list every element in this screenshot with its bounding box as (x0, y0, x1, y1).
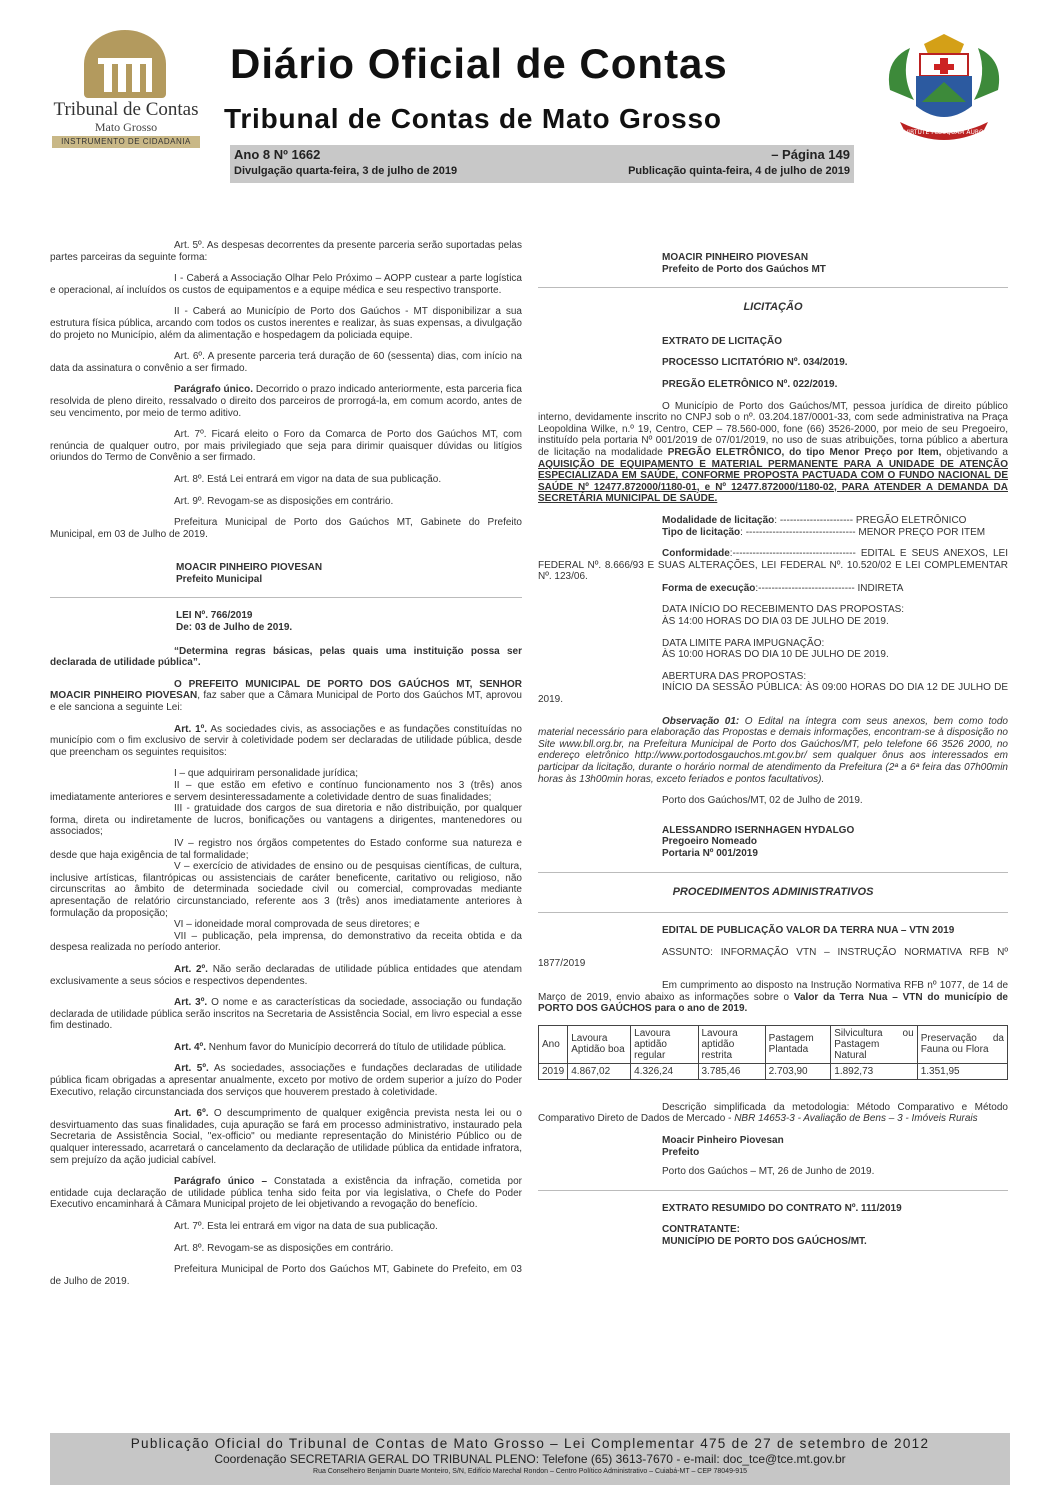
contratante: CONTRATANTE: MUNICÍPIO DE PORTO DOS GAÚCHOS/MT. (662, 1224, 867, 1247)
paragraph: Parágrafo único – Constatada a existência da infração, cometida por entidade cuja declaração de utilidade pública tenha sido feita por via legislativa, o Chefe do Poder Executivo encaminhará à Câmara Municipal projeto de lei objetivando a revogação do benefício. (50, 1176, 522, 1211)
signature: ALESSANDRO ISERNHAGEN HYDALGO Pregoeiro Nomeado Portaria Nº 001/2019 (662, 824, 855, 859)
heading: PREGÃO ELETRÔNICO Nº. 022/2019. (662, 378, 838, 390)
list-item: VI – idoneidade moral comprovada de seus diretores; e (174, 919, 420, 931)
page-subtitle: Tribunal de Contas de Mato Grosso (224, 103, 722, 134)
paragraph: Art. 8º. Está Lei entrará em vigor na data de sua publicação. (174, 473, 442, 485)
date-block: DATA INÍCIO DO RECEBIMENTO DAS PROPOSTAS: ÀS 14:00 HORAS DO DIA 03 DE JULHO DE 2019. (662, 604, 905, 628)
ementa: “Determina regras básicas, pelas quais uma instituição possa ser declarada de utilidade pública”. (50, 645, 522, 669)
section-heading: LICITAÇÃO (743, 301, 803, 314)
paragraph: Art. 9º. Revogam-se as disposições em contrário. (174, 495, 394, 507)
paragraph: Em cumprimento ao disposto na Instrução Normativa RFB nº 1077, de 14 de Março de 2019, envio abaixo as informações sobre o Valor da Terra Nua – VTN do município de PORTO DOS GAÚCHOS para o ano de 2019. (538, 979, 1008, 1015)
logo-subtitle: Mato Grosso (94, 120, 158, 134)
paragraph: I - Caberá a Associação Olhar Pelo Próximo – AOPP custear a parte logística e operacional, aí incluídos os custos de equipamentos e a equipe médica e seu respectivo transporte. (50, 273, 522, 296)
paragraph: O Município de Porto dos Gaúchos/MT, pessoa jurídica de direito público interno, devidamente inscrito no CNPJ sob o nº. 03.204.187/0001-33, com sede administrativa na Praça Leopoldina Wilke, n.º 19, Centro, CEP – 78.560-000, fone (66) 3526-2000, por meio de seu Pregoeiro, instituído pela portaria Nº 001/2019 de 07/01/2019, no uso de suas atribuições, torna público a abertura de licitação na modalidade PREGÃO ELETRÔNICO, do tipo Menor Preço por Item, objetivando a AQUISIÇÃO DE EQUIPAMENTO E MATERIAL PERMANENTE PARA A UNIDADE DE ATENÇÃO ESPECIALIZADA EM SAÚDE, CONFORME PROPOSTA PACTUADA COM O FUNDO NACIONAL DE SAÚDE Nº 12477.872000/1180-01, e Nº 12477.872000/1180-02, PARA ATENDER A DEMANDA DA SECRETÁRIA MUNICIPAL DE SAÚDE. (538, 400, 1008, 505)
law-heading: LEI Nº. 766/2019 De: 03 de Julho de 2019. (176, 610, 293, 634)
place-date: Porto dos Gaúchos/MT, 02 de Julho de 2019. (662, 795, 863, 807)
paragraph: Art. 6º. O descumprimento de qualquer exigência prevista nesta lei ou o desvirtuamento das suas finalidades, cuja apuração se fará em processo administrativo, instaurado pela Secretaria de Assistência Social, "ex-officio" ou mediante representação do Ministério Público ou de qualquer interessado, acarretará o cancelamento da declaração de utilidade pública da entidade infratora, sem prejuízo da ação judicial cabível. (50, 1108, 522, 1166)
date-block: DATA LIMITE PARA IMPUGNAÇÃO: ÀS 10:00 HORAS DO DIA 10 DE JULHO DE 2019. (662, 637, 889, 661)
list-item: II – que estão em efetivo e contínuo funcionamento nos 3 (três) anos imediatamente anteriores e servem desinteressadamente a coletividade dentro de suas finalidades; (50, 780, 522, 803)
divulgacao-date: Divulgação quarta-feira, 3 de julho de 2019 (234, 165, 458, 177)
logo-name: Tribunal de Contas (53, 99, 199, 120)
paragraph: Art. 4º. Nenhum favor do Município decorrerá do título de utilidade pública. (174, 1041, 507, 1053)
logo-tagline: INSTRUMENTO DE CIDADANIA (52, 136, 200, 148)
paragraph: ASSUNTO: INFORMAÇÃO VTN – INSTRUÇÃO NORMATIVA RFB Nº 1877/2019 (538, 946, 1008, 970)
paragraph: Art. 2º. Não serão declaradas de utilidade pública entidades que atendam exclusivamente a seus sócios e respectivos dependentes. (50, 963, 522, 987)
footer-line: Publicação Oficial do Tribunal de Contas de Mato Grosso – Lei Complementar 475 de 27 de setembro de 2012 (130, 1436, 930, 1451)
modalidade: Modalidade de licitação: ---------------------- PREGÃO ELETRÔNICO (662, 514, 967, 526)
paragraph: Art. 6º. A presente parceria terá duração de 60 (sessenta) dias, com início na data da assinatura o convênio a ser firmado. (50, 351, 522, 374)
coat-of-arms-icon (880, 30, 1008, 148)
observation: Observação 01: O Edital na íntegra com seus anexos, bem como todo material necessário para elaboração das Propostas e demais informações, encontram-se à disposição no Site www.bll.org.br, na Prefeitura Municipal de Porto dos Gaúchos/MT, pelo telefone 66 3526 2000, no endereço eletrônico http://www.portodosgauchos.mt.gov.br/ sem qualquer ônus aos interessados em participar da licitação, durante o horário normal de atendimento da Prefeitura (2ª a 6ª feira das 07h00min horas às 13h00min horas, exceto feriados e pontos facultativos). (538, 715, 1008, 785)
edition-bar (230, 145, 854, 183)
conformidade: Conformidade:------------------------------------- EDITAL E SEUS ANEXOS, LEI FEDERAL Nº. 8.666/93 E SUAS ALTERAÇÕES, LEI FEDERAL Nº. 10.520/02 E LEI COMPLEMENTAR Nº. 123/06. (538, 548, 1008, 583)
paragraph: Prefeitura Municipal de Porto dos Gaúchos MT, Gabinete do Prefeito, em 03 de Julho de 2019. (50, 1264, 522, 1287)
heading: EDITAL DE PUBLICAÇÃO VALOR DA TERRA NUA – VTN 2019 (662, 925, 955, 937)
signature: MOACIR PINHEIRO PIOVESAN Prefeito de Porto dos Gaúchos MT (662, 252, 826, 275)
paragraph: Descrição simplificada da metodologia: Método Comparativo e Método Comparativo Direto de Dados de Mercado - NBR 14653-3 - Avaliação de Bens – 3 - Imóveis Rurais (538, 1101, 1008, 1125)
forma-execucao: Forma de execução:----------------------------- INDIRETA (662, 582, 904, 594)
paragraph: Art. 5º. As sociedades, associações e fundações declaradas de utilidade pública ficam obrigadas a apresentar anualmente, exceto por motivo de ordem superior a juízo do Poder Executivo, relação circunstanciada dos serviços que houverem prestado à coletividade. (50, 1063, 523, 1098)
building-icon (84, 30, 166, 98)
footer-address: Rua Conselheiro Benjamin Duarte Monteiro, S/N, Edifício Marechal Rondon – Centro Político Administrativo – Cuiabá-MT – CEP 78049-915 (313, 1468, 747, 1475)
paragraph: Art. 8º. Revogam-se as disposições em contrário. (174, 1242, 394, 1254)
signature: Moacir Pinheiro Piovesan Prefeito (662, 1134, 784, 1158)
left-column (50, 240, 522, 1297)
signature: MOACIR PINHEIRO PIOVESAN Prefeito Municipal (176, 562, 323, 585)
table-row: 2019 4.867,02 4.326,24 3.785,46 2.703,90 1.892,73 1.351,95 (539, 1063, 1008, 1079)
date-block: ABERTURA DAS PROPOSTAS: INÍCIO DA SESSÃO PÚBLICA: ÀS 09:00 HORAS DO DIA 12 DE JULHO DE 2019. (538, 670, 1008, 706)
paragraph: Art. 3º. O nome e as características da sociedade, associação ou fundação declarada de utilidade pública serão inscritos na Secretaria de Assistência Social, em livro especial a esse fim destinado. (50, 997, 522, 1032)
vtn-table (538, 1025, 1008, 1080)
paragraph: O PREFEITO MUNICIPAL DE PORTO DOS GAÚCHOS MT, SENHOR MOACIR PINHEIRO PIOVESAN, faz saber que a Câmara Municipal de Porto dos Gaúchos MT, aprovou e ele sanciona a seguinte Lei: (50, 678, 522, 714)
paragraph: Prefeitura Municipal de Porto dos Gaúchos MT, Gabinete do Prefeito Municipal, em 03 de Julho de 2019. (50, 517, 522, 540)
page-number: – Página 149 (771, 147, 850, 162)
list-item: V – exercício de atividades de ensino ou de pesquisas científicas, de cultura, inclusive artísticas, filantrópicas ou assistenciais de caráter beneficente, caritativo ou religioso, não circunscritas ao âmbito de determinada sociedade civil ou comercial, comprovadas mediante apresentação de relatório circunstanciado, referente aos 3 (três) anos imediatamente anteriores à formulação da proposição; (50, 861, 522, 919)
paragraph: Art. 1º. As sociedades civis, as associações e as fundações constituídas no município com o fim exclusivo de servir à coletividade podem ser declaradas de utilidade pública, desde que preencham os seguintes requisitos: (50, 723, 522, 758)
list-item: IV – registro nos órgãos competentes do Estado conforme sua natureza e desde que haja exigência de tal formalidade; (50, 837, 522, 861)
paragraph: Parágrafo único. Decorrido o prazo indicado anteriormente, esta parceria fica resolvida de pleno direito, ressalvado o direito dos parceiros de prorrogá-la, em comum acordo, antes de seu vencimento, por meio de termo aditivo. (50, 384, 522, 419)
list-item: I – que adquiriram personalidade jurídica; (174, 768, 358, 780)
edition-number: Ano 8 Nº 1662 (234, 147, 321, 162)
heading: PROCESSO LICITATÓRIO Nº. 034/2019. (662, 357, 848, 369)
paragraph: II - Caberá ao Município de Porto dos Gaúchos - MT disponibilizar a sua estrutura física pública, arcando com todos os custos inerentes e realizar, às suas expensas, a divulgação do projeto no Município, além da alimentação e hospedagem da policiada equipe. (50, 306, 522, 341)
heading: EXTRATO RESUMIDO DO CONTRATO Nº. 111/2019 (662, 1202, 902, 1214)
table-header-row: Ano Lavoura Aptidão boa Lavoura aptidão regular Lavoura aptidão restrita Pastagem Plantada Silvicultura ou Pastagem Natural Preservação da Fauna ou Flora (539, 1025, 1008, 1063)
svg-text:VIRTUTE PLUSQUAM AURO: VIRTUTE PLUSQUAM AURO (904, 129, 984, 136)
heading: EXTRATO DE LICITAÇÃO (662, 335, 782, 347)
tipo: Tipo de licitação: --------------------------------- MENOR PREÇO POR ITEM (662, 526, 986, 538)
right-column (538, 252, 1008, 1247)
page-title: Diário Oficial de Contas (230, 40, 728, 87)
section-heading: PROCEDIMENTOS ADMINISTRATIVOS (672, 885, 874, 898)
paragraph: Art. 5º. As despesas decorrentes da presente parceria serão suportadas pelas partes parceiras da seguinte forma: (50, 240, 522, 263)
list-item: VII – publicação, pela imprensa, do demonstrativo da receita obtida e da despesa realizada no período anterior. (50, 930, 522, 954)
publicacao-date: Publicação quinta-feira, 4 de julho de 2019 (628, 165, 850, 177)
footer (50, 1433, 1010, 1485)
footer-line: Coordenação SECRETARIA GERAL DO TRIBUNAL PLENO: Telefone (65) 3613-7670 - e-mail: doc_tce@tce.mt.gov.br (214, 1452, 846, 1466)
place-date: Porto dos Gaúchos – MT, 26 de Junho de 2019. (662, 1166, 875, 1178)
tce-logo (50, 30, 202, 150)
paragraph: Art. 7º. Ficará eleito o Foro da Comarca de Porto dos Gaúchos MT, com renúncia de qualquer outro, por mais privilegiado que seja para dirimir quaisquer dúvidas ou litígios oriundos do Termo de Convênio a ser firmado. (50, 429, 522, 464)
list-item: III - gratuidade dos cargos de sua diretoria e não distribuição, por qualquer forma, direta ou indiretamente de lucros, bonificações ou vantagens a dirigentes, mantenedores ou associados; (50, 803, 522, 838)
paragraph: Art. 7º. Esta lei entrará em vigor na data de sua publicação. (174, 1221, 438, 1232)
